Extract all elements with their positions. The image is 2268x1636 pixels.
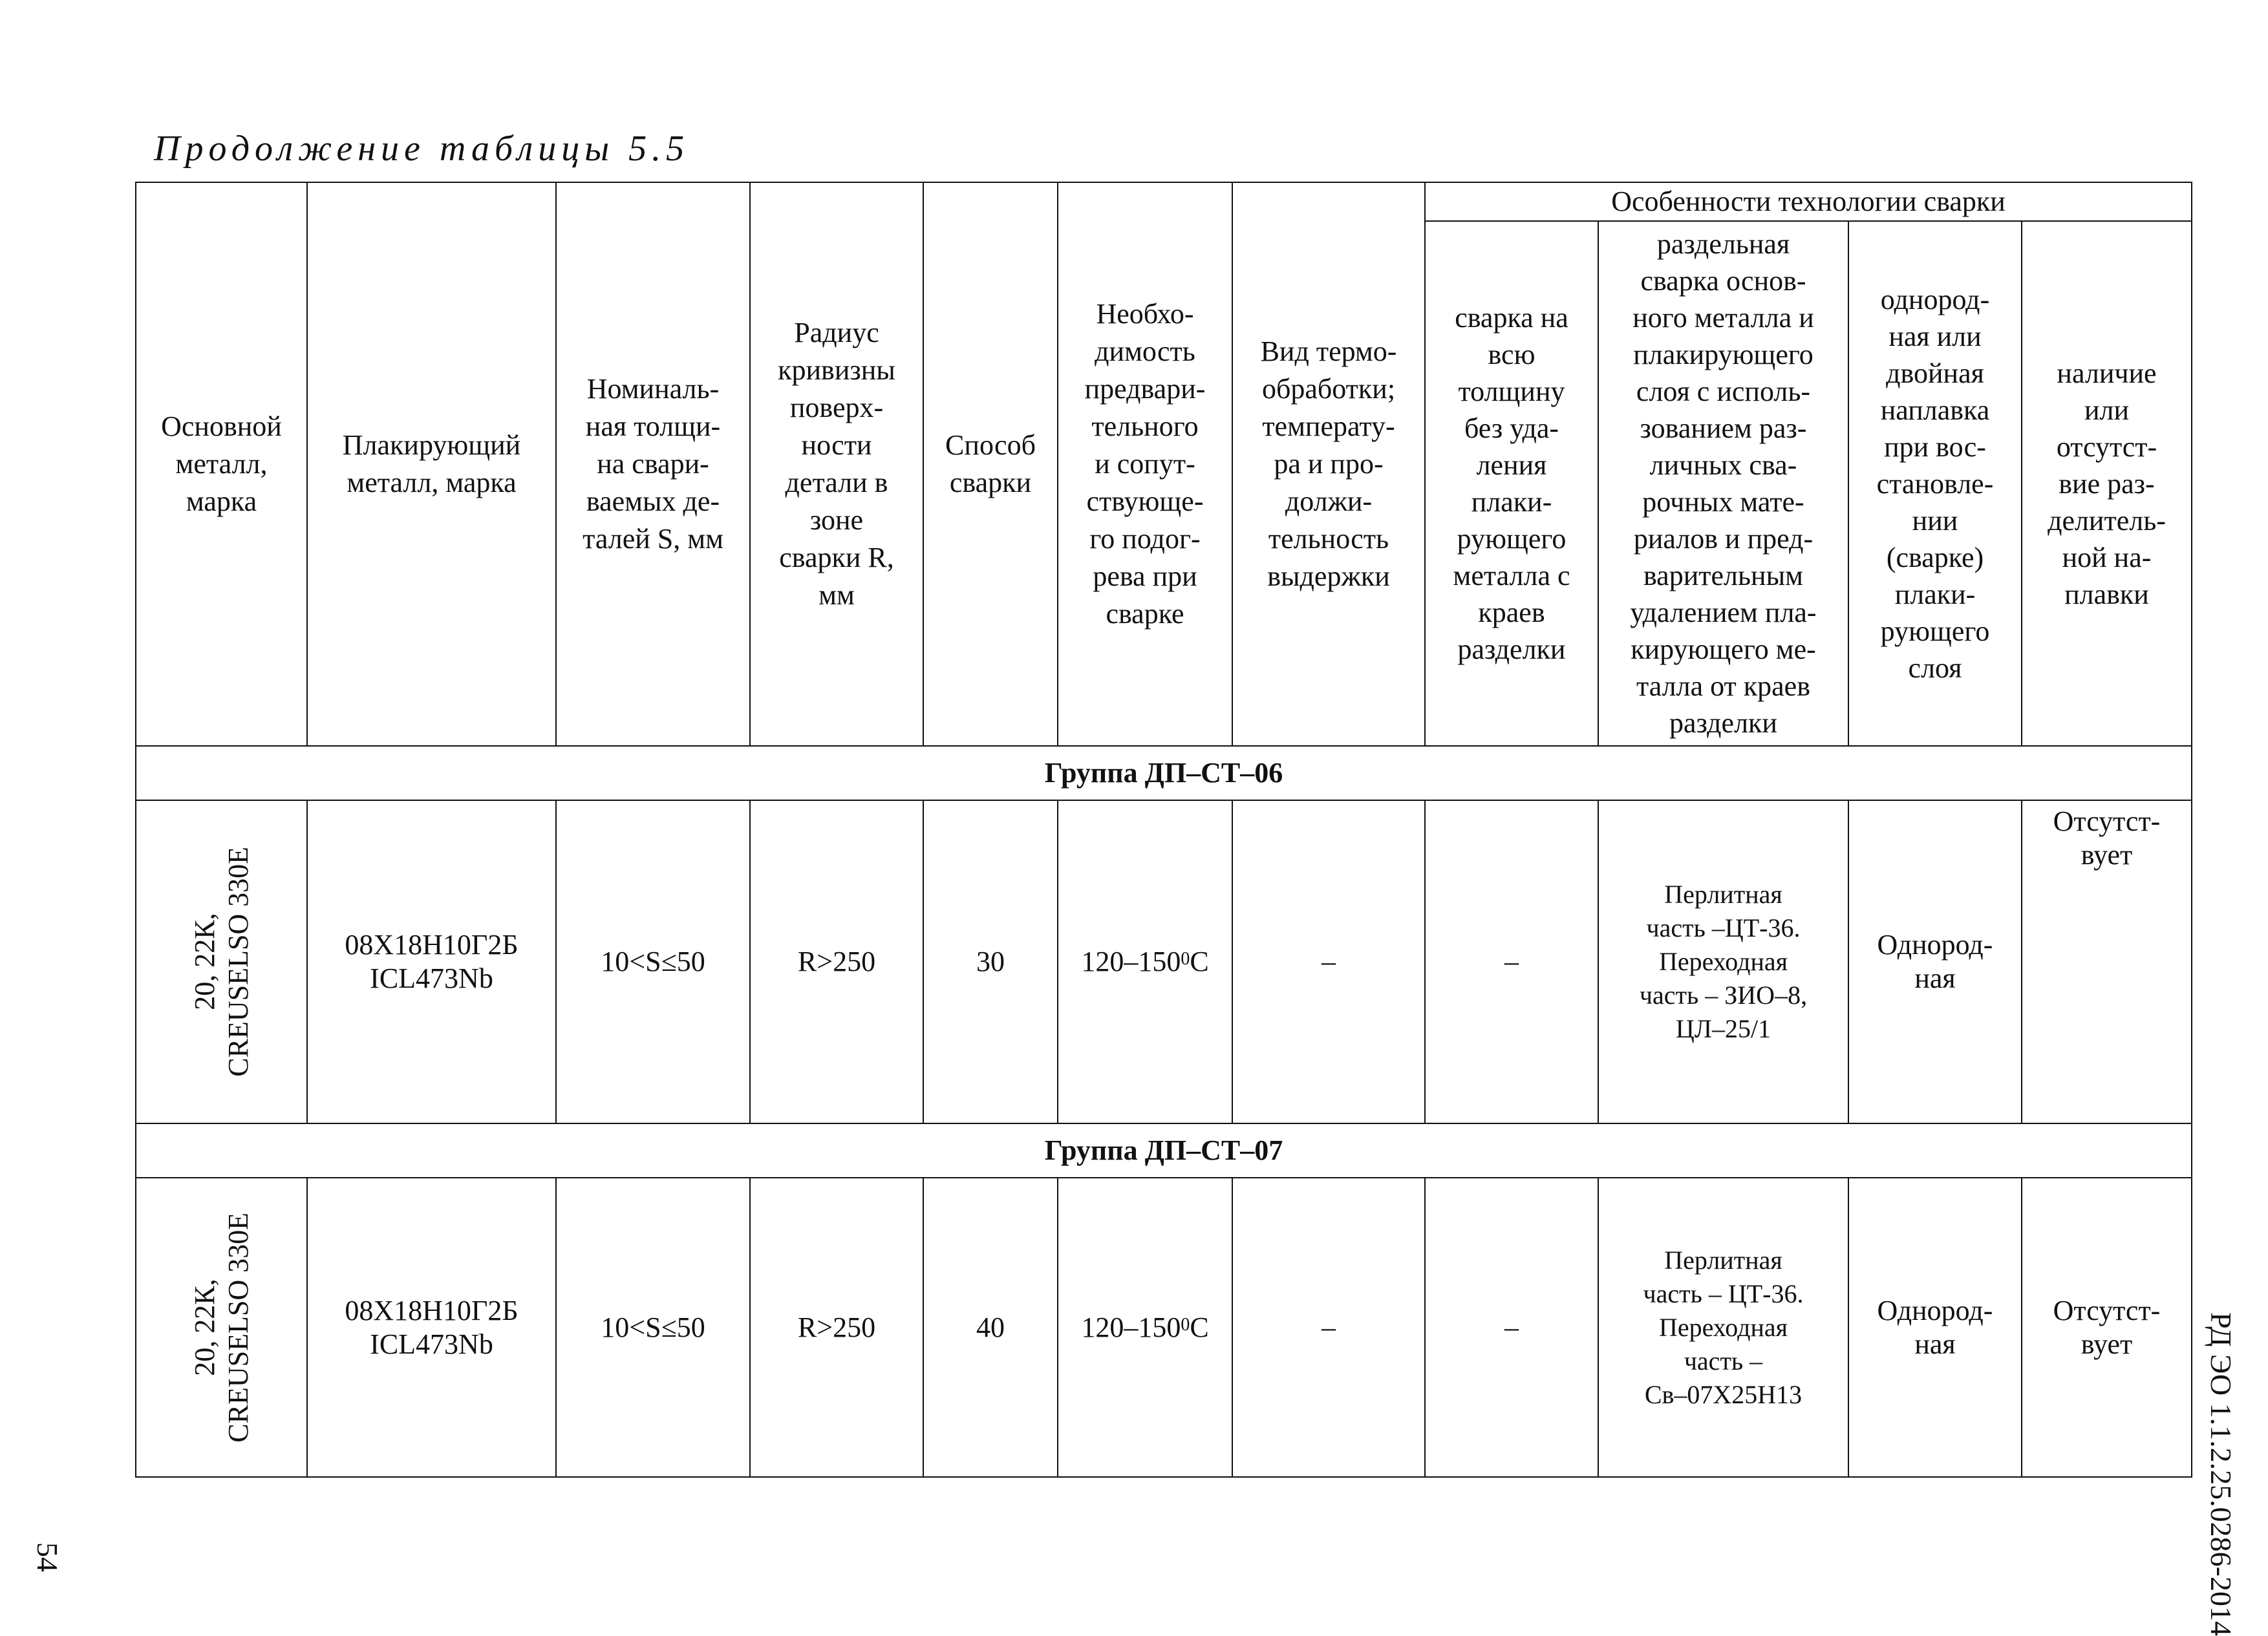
cell-method: 30 (923, 800, 1058, 1123)
cell-buffer: Отсутст- вует (2022, 1178, 2192, 1477)
group-row (136, 746, 2192, 800)
preheat-degree: 0 (1181, 949, 1190, 969)
header-full-thickness: сварка на всю толщину без уда- ления плаки- рующего металла с краев разделки (1425, 221, 1598, 746)
header-buffer: наличие или отсутст- вие раз- делитель- ной на- плавки (2022, 221, 2192, 746)
preheat-range: 120–150 (1081, 1311, 1181, 1343)
table-row (136, 800, 2192, 1123)
header-separate-welding: раздельная сварка основ- ного металла и плакирующего слоя с исполь- зованием раз- личных сва- рочных мате- риалов и пред- варительным удалением пла- кирующего ме- талла от краев разделки (1598, 221, 1848, 746)
table-row (136, 1178, 2192, 1477)
cell-preheat (1058, 1178, 1232, 1477)
header-method: Способ сварки (923, 182, 1058, 746)
group-row (136, 1123, 2192, 1178)
group-title: Группа ДП–СТ–07 (136, 1123, 2192, 1178)
preheat-degree: 0 (1181, 1314, 1190, 1335)
cell-thickness: 10<S≤50 (556, 1178, 750, 1477)
group-title: Группа ДП–СТ–06 (136, 746, 2192, 800)
preheat-unit: С (1190, 946, 1209, 977)
welding-table (135, 182, 2192, 1478)
cell-separate-welding: Перлитная часть – ЦТ-36. Переходная часть – Св–07Х25Н13 (1598, 1178, 1848, 1477)
header-base-metal: Основной металл, марка (136, 182, 307, 746)
header-overlay: однород- ная или двойная наплавка при вос- становле- нии (сварке) плаки- рующего слоя (1848, 221, 2022, 746)
header-heat-treatment: Вид термо- обработки; температу- ра и про- должи- тельность выдержки (1232, 182, 1425, 746)
cell-thickness: 10<S≤50 (556, 800, 750, 1123)
base-metal-text: 20, 22К, CREUSELSO 330E (188, 1212, 254, 1443)
cell-heat-treatment: – (1232, 800, 1425, 1123)
cell-clad-metal: 08Х18Н10Г2Б ICL473Nb (307, 800, 556, 1123)
cell-preheat (1058, 800, 1232, 1123)
cell-full-thickness: – (1425, 800, 1598, 1123)
cell-heat-treatment: – (1232, 1178, 1425, 1477)
cell-base-metal (136, 800, 307, 1123)
cell-clad-metal: 08Х18Н10Г2Б ICL473Nb (307, 1178, 556, 1477)
base-metal-text: 20, 22К, CREUSELSO 330E (188, 847, 254, 1077)
preheat-range: 120–150 (1081, 946, 1181, 977)
cell-overlay: Однород- ная (1848, 800, 2022, 1123)
header-thickness: Номиналь- ная толщи- на свари- ваемых де- талей S, мм (556, 182, 750, 746)
document-code: РД ЭО 1.1.2.25.0286-2014 (2205, 1312, 2238, 1636)
cell-method: 40 (923, 1178, 1058, 1477)
cell-full-thickness: – (1425, 1178, 1598, 1477)
cell-separate-welding: Перлитная часть –ЦТ-36. Переходная часть – ЗИО–8, ЦЛ–25/1 (1598, 800, 1848, 1123)
header-technology-group: Особенности технологии сварки (1425, 182, 2192, 221)
header-radius: Радиус кривизны поверх- ности детали в зоне сварки R, мм (750, 182, 923, 746)
cell-overlay: Однород- ная (1848, 1178, 2022, 1477)
header-preheat: Необхо- димость предвари- тельного и сопут- ствующе- го подог- рева при сварке (1058, 182, 1232, 746)
cell-base-metal (136, 1178, 307, 1477)
header-clad-metal: Плакирующий металл, марка (307, 182, 556, 746)
page-number: 54 (31, 1542, 64, 1572)
cell-radius: R>250 (750, 1178, 923, 1477)
preheat-unit: С (1190, 1311, 1209, 1343)
header-row-top (136, 182, 2192, 221)
cell-radius: R>250 (750, 800, 923, 1123)
table-caption: Продолжение таблицы 5.5 (154, 129, 690, 169)
cell-buffer: Отсутст- вует (2022, 800, 2192, 1123)
